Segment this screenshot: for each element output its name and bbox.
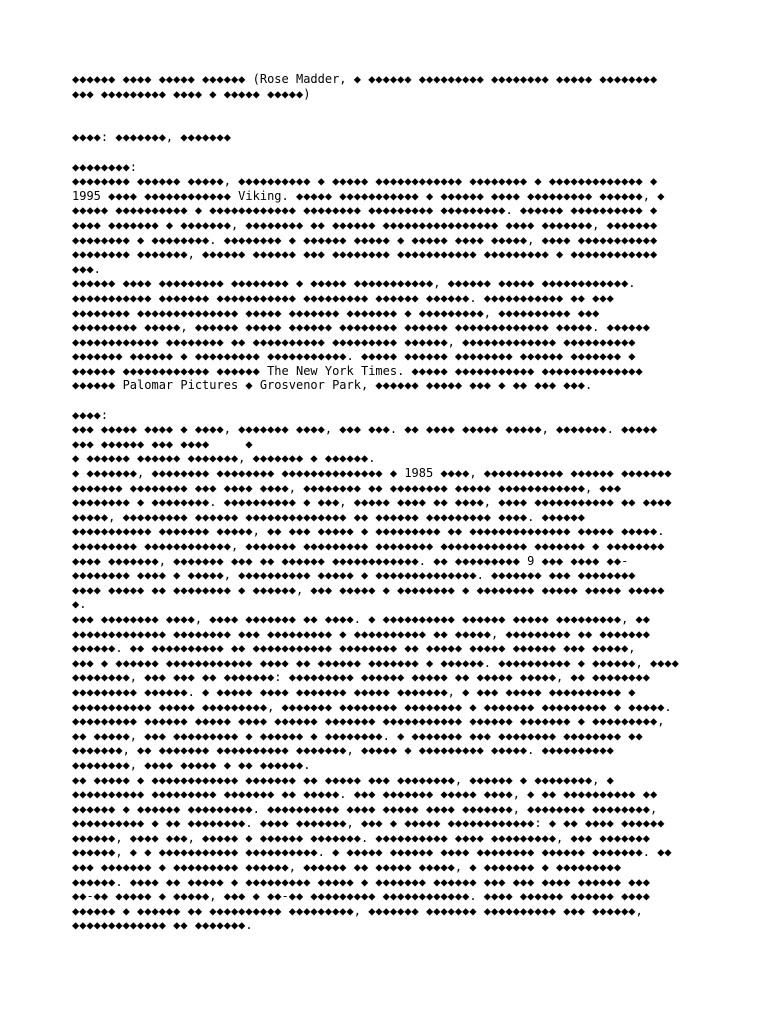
text-line: ◆◆◆◆◆◆ ◆◆◆◆ ◆◆◆◆◆◆◆◆◆ ◆◆◆◆◆◆◆◆ ◆ ◆◆◆◆◆ ◆◆◆◆◆◆◆◆◆◆◆, ◆◆◆◆◆◆ ◆◆◆◆◆ ◆◆◆◆◆◆◆◆◆◆◆◆. [72,276,636,291]
text-line: ◆◆◆ ◆◆◆◆◆◆◆ ◆ ◆◆◆◆◆◆◆◆◆ ◆◆◆◆◆◆, ◆◆◆◆◆◆ ◆◆ ◆◆◆◆◆ ◆◆◆◆◆, ◆ ◆◆◆◆◆◆◆ ◆ ◆◆◆◆◆◆◆◆◆ [72,860,622,875]
text-line: ◆◆◆◆◆◆, ◆◆◆◆ ◆◆◆, ◆◆◆◆◆ ◆ ◆◆◆◆◆◆ ◆◆◆◆◆◆◆. ◆◆◆◆◆◆◆◆◆◆ ◆◆◆◆ ◆◆◆◆◆◆◆◆◆, ◆◆◆ ◆◆◆◆◆◆◆ [72,830,650,845]
text-line: ◆◆◆◆◆◆◆◆◆ ◆◆◆◆◆◆◆◆◆◆◆◆, ◆◆◆◆◆◆◆ ◆◆◆◆◆◆◆◆◆ ◆◆◆◆◆◆◆◆ ◆◆◆◆◆◆◆◆◆◆◆◆ ◆◆◆◆◆◆◆ ◆ ◆◆◆◆◆◆◆◆ [72,539,665,553]
text-line: ◆◆◆◆◆◆◆ ◆◆◆◆◆◆◆◆ ◆◆◆ ◆◆◆◆ ◆◆◆◆, ◆◆◆◆◆◆◆◆ ◆◆ ◆◆◆◆◆◆◆◆ ◆◆◆◆◆ ◆◆◆◆◆◆◆◆◆◆◆◆, ◆◆◆ [72,480,622,495]
text-line: ◆◆◆◆◆◆◆◆ ◆◆◆◆◆◆◆, ◆◆◆◆◆◆ ◆◆◆◆◆◆ ◆◆◆ ◆◆◆◆◆◆◆◆ ◆◆◆◆◆◆◆◆◆◆◆ ◆◆◆◆◆◆◆◆◆ ◆ ◆◆◆◆◆◆◆◆◆◆◆◆ [72,247,658,262]
text-line: ◆◆◆◆◆◆◆◆◆◆◆ ◆◆◆◆◆◆◆ ◆◆◆◆◆, ◆◆ ◆◆◆ ◆◆◆◆◆ ◆ ◆◆◆◆◆◆◆◆◆ ◆◆ ◆◆◆◆◆◆◆◆◆◆◆◆◆◆ ◆◆◆◆◆ ◆◆◆◆◆. [72,524,665,539]
document-body [72,72,712,933]
text-line: ◆◆◆◆◆◆ ◆◆◆◆◆◆◆◆◆◆◆◆ ◆◆◆◆◆◆ The New York Times. ◆◆◆◆◆ ◆◆◆◆◆◆◆◆◆◆◆ ◆◆◆◆◆◆◆◆◆◆◆◆◆◆ [72,363,643,378]
text-line: ◆◆◆◆◆◆◆ ◆◆◆◆◆◆ ◆ ◆◆◆◆◆◆◆◆◆ ◆◆◆◆◆◆◆◆◆◆◆. ◆◆◆◆◆ ◆◆◆◆◆◆ ◆◆◆◆◆◆◆◆ ◆◆◆◆◆◆ ◆◆◆◆◆◆◆ ◆ [72,349,636,364]
text-line: ◆◆◆◆◆◆ Palomar Pictures ◆ Grosvenor Park, ◆◆◆◆◆◆ ◆◆◆◆◆ ◆◆◆ ◆ ◆◆ ◆◆◆ ◆◆◆. [72,378,593,393]
text-line: ◆◆◆. [72,261,101,276]
text-line: ◆◆◆◆◆◆◆◆◆◆◆ ◆◆◆◆◆◆◆ ◆◆◆◆◆◆◆◆◆◆◆ ◆◆◆◆◆◆◆◆◆ ◆◆◆◆◆◆ ◆◆◆◆◆◆. ◆◆◆◆◆◆◆◆◆◆◆ ◆◆ ◆◆◆ [72,290,614,305]
text-line: ◆◆◆◆◆◆◆◆ ◆◆◆◆◆◆◆◆◆◆◆◆◆◆ ◆◆◆◆◆ ◆◆◆◆◆◆◆ ◆◆◆◆◆◆◆ ◆ ◆◆◆◆◆◆◆◆◆, ◆◆◆◆◆◆◆◆◆◆ ◆◆◆ [72,305,600,320]
text-line: ◆◆◆ ◆◆◆◆◆◆◆◆◆ ◆◆◆◆ ◆ ◆◆◆◆◆ ◆◆◆◆◆) [72,86,311,101]
text-line: ◆◆◆◆ ◆◆◆◆◆ ◆◆ ◆◆◆◆◆◆◆◆ ◆ ◆◆◆◆◆◆, ◆◆◆ ◆◆◆◆◆ ◆ ◆◆◆◆◆◆◆◆ ◆ ◆◆◆◆◆◆◆◆ ◆◆◆◆◆ ◆◆◆◆◆ ◆◆◆◆◆ [72,582,665,597]
text-line: ◆. [72,597,87,612]
text-line: ◆◆◆◆◆◆◆◆, ◆◆◆◆ ◆◆◆◆◆ ◆ ◆◆ ◆◆◆◆◆◆. [72,757,311,772]
text-line: ◆◆-◆◆ ◆◆◆◆◆ ◆ ◆◆◆◆◆, ◆◆◆ ◆ ◆◆-◆◆ ◆◆◆◆◆◆◆◆◆ ◆◆◆◆◆◆◆◆◆◆◆◆. ◆◆◆◆ ◆◆◆◆◆◆ ◆◆◆◆◆◆ ◆◆◆◆ [72,889,650,904]
text-line: ◆◆◆◆◆◆◆◆◆◆ ◆◆◆◆◆◆◆◆◆ ◆◆◆◆◆◆◆ ◆◆ ◆◆◆◆◆. ◆◆◆ ◆◆◆◆◆◆◆ ◆◆◆◆◆ ◆◆◆◆, ◆ ◆◆ ◆◆◆◆◆◆◆◆◆◆ ◆◆ [72,787,658,802]
text-line [72,393,712,408]
text-line: ◆◆◆◆◆ ◆◆◆◆◆◆◆◆◆◆ ◆ ◆◆◆◆◆◆◆◆◆◆◆◆ ◆◆◆◆◆◆◆◆ ◆◆◆◆◆◆◆◆◆ ◆◆◆◆◆◆◆◆◆. ◆◆◆◆◆◆ ◆◆◆◆◆◆◆◆◆◆ ◆ [72,203,658,218]
text-line: ◆◆◆◆◆◆◆◆ ◆ ◆◆◆◆◆◆◆◆. ◆◆◆◆◆◆◆◆◆◆ ◆ ◆◆◆, ◆◆◆◆◆ ◆◆◆◆ ◆◆ ◆◆◆◆, ◆◆◆◆ ◆◆◆◆◆◆◆◆◆◆◆ ◆◆ ◆◆◆◆ [72,495,672,510]
text-line: ◆◆◆◆◆◆. ◆◆◆◆ ◆◆ ◆◆◆◆◆ ◆ ◆◆◆◆◆◆◆◆◆ ◆◆◆◆◆ ◆ ◆◆◆◆◆◆◆ ◆◆◆◆◆◆ ◆◆◆ ◆◆◆ ◆◆◆◆ ◆◆◆◆◆◆ ◆◆◆ [72,874,650,889]
text-line: 1995 ◆◆◆◆ ◆◆◆◆◆◆◆◆◆◆◆◆ Viking. ◆◆◆◆◆ ◆◆◆◆◆◆◆◆◆◆◆ ◆ ◆◆◆◆◆◆ ◆◆◆◆ ◆◆◆◆◆◆◆◆◆ ◆◆◆◆◆◆, ◆ [72,188,665,203]
text-line: ◆◆◆ ◆ ◆◆◆◆◆◆ ◆◆◆◆◆◆◆◆◆◆◆◆ ◆◆◆◆ ◆◆ ◆◆◆◆◆◆ ◆◆◆◆◆◆◆ ◆ ◆◆◆◆◆◆. ◆◆◆◆◆◆◆◆◆◆ ◆ ◆◆◆◆◆◆, ◆◆◆◆ [72,655,679,670]
text-line: ◆◆◆◆◆◆◆◆◆ ◆◆◆◆◆◆ ◆◆◆◆◆ ◆◆◆◆ ◆◆◆◆◆◆ ◆◆◆◆◆◆◆ ◆◆◆◆◆◆◆◆◆◆◆ ◆◆◆◆◆◆ ◆◆◆◆◆◆◆ ◆ ◆◆◆◆◆◆◆◆◆, [72,714,665,729]
text-line: ◆◆◆◆◆◆ ◆◆◆◆ ◆◆◆◆◆ ◆◆◆◆◆◆ (Rose Madder, ◆ ◆◆◆◆◆◆ ◆◆◆◆◆◆◆◆◆ ◆◆◆◆◆◆◆◆ ◆◆◆◆◆ ◆◆◆◆◆◆◆◆ [72,72,658,86]
text-line: ◆◆◆◆: [72,407,109,422]
text-line: ◆◆◆◆: ◆◆◆◆◆◆◆, ◆◆◆◆◆◆◆ [72,130,231,145]
text-line: ◆◆◆◆◆◆◆◆◆◆ ◆ ◆◆ ◆◆◆◆◆◆◆◆. ◆◆◆◆ ◆◆◆◆◆◆◆, ◆◆◆ ◆ ◆◆◆◆◆ ◆◆◆◆◆◆◆◆◆◆◆◆: ◆ ◆◆ ◆◆◆◆ ◆◆◆◆◆◆ [72,816,665,831]
text-line: ◆◆◆◆◆, ◆◆◆◆◆◆◆◆◆ ◆◆◆◆◆◆ ◆◆◆◆◆◆◆◆◆◆◆◆◆◆ ◆◆ ◆◆◆◆◆◆ ◆◆◆◆◆◆◆◆◆ ◆◆◆◆. ◆◆◆◆◆◆ [72,509,585,524]
text-line: ◆ ◆◆◆◆◆◆◆, ◆◆◆◆◆◆◆◆ ◆◆◆◆◆◆◆◆ ◆◆◆◆◆◆◆◆◆◆◆◆◆◆ ◆ 1985 ◆◆◆◆, ◆◆◆◆◆◆◆◆◆◆◆ ◆◆◆◆◆◆ ◆◆◆◆◆◆◆ [72,466,672,481]
text-line: ◆◆◆◆◆◆◆◆◆◆◆◆ ◆◆◆◆◆◆◆◆ ◆◆ ◆◆◆◆◆◆◆◆◆◆ ◆◆◆◆◆◆◆◆◆ ◆◆◆◆◆◆, ◆◆◆◆◆◆◆◆◆◆◆◆◆ ◆◆◆◆◆◆◆◆◆◆ [72,334,636,349]
text-line: ◆◆◆◆ ◆◆◆◆◆◆◆ ◆ ◆◆◆◆◆◆◆, ◆◆◆◆◆◆◆◆ ◆◆ ◆◆◆◆◆◆ ◆◆◆◆◆◆◆◆◆◆◆◆◆◆◆◆ ◆◆◆◆ ◆◆◆◆◆◆◆, ◆◆◆◆◆◆◆ [72,217,658,232]
text-line: ◆◆◆◆◆◆, ◆ ◆ ◆◆◆◆◆◆◆◆◆◆◆ ◆◆◆◆◆◆◆◆◆◆. ◆ ◆◆◆◆◆ ◆◆◆◆◆◆ ◆◆◆◆ ◆◆◆◆◆◆◆◆ ◆◆◆◆◆◆ ◆◆◆◆◆◆◆. ◆◆ [72,845,672,860]
text-line: ◆◆◆ ◆◆◆◆◆◆◆◆ ◆◆◆◆, ◆◆◆◆ ◆◆◆◆◆◆◆ ◆◆ ◆◆◆◆. ◆ ◆◆◆◆◆◆◆◆◆◆ ◆◆◆◆◆◆ ◆◆◆◆◆ ◆◆◆◆◆◆◆◆◆, ◆◆ [72,611,650,626]
text-line: ◆◆◆◆◆◆◆◆◆◆◆◆◆ ◆◆◆◆◆◆◆◆ ◆◆◆ ◆◆◆◆◆◆◆◆◆ ◆ ◆◆◆◆◆◆◆◆◆◆ ◆◆ ◆◆◆◆◆, ◆◆◆◆◆◆◆◆◆ ◆◆ ◆◆◆◆◆◆◆ [72,626,650,641]
text-line: ◆◆◆◆◆◆◆◆: [72,159,138,174]
text-line: ◆ ◆◆◆◆◆◆ ◆◆◆◆◆◆ ◆◆◆◆◆◆◆, ◆◆◆◆◆◆◆ ◆ ◆◆◆◆◆◆. [72,451,376,466]
text-line: ◆◆◆◆◆◆ ◆ ◆◆◆◆◆◆ ◆◆◆◆◆◆◆◆◆. ◆◆◆◆◆◆◆◆◆◆ ◆◆◆◆ ◆◆◆◆◆ ◆◆◆◆ ◆◆◆◆◆◆◆, ◆◆◆◆◆◆◆◆ ◆◆◆◆◆◆◆◆, [72,801,658,816]
text-line [72,101,712,116]
text-line: ◆◆◆ ◆◆◆◆◆ ◆◆◆◆ ◆ ◆◆◆◆, ◆◆◆◆◆◆◆ ◆◆◆◆, ◆◆◆ ◆◆◆. ◆◆ ◆◆◆◆ ◆◆◆◆◆ ◆◆◆◆◆, ◆◆◆◆◆◆◆. ◆◆◆◆◆ [72,422,658,437]
text-line: ◆◆ ◆◆◆◆◆ ◆ ◆◆◆◆◆◆◆◆◆◆◆◆ ◆◆◆◆◆◆◆ ◆◆ ◆◆◆◆◆ ◆◆◆ ◆◆◆◆◆◆◆◆, ◆◆◆◆◆◆ ◆ ◆◆◆◆◆◆◆◆, ◆ [72,772,614,787]
text-line: ◆◆◆◆◆◆◆◆◆◆◆◆◆ ◆◆ ◆◆◆◆◆◆◆. [72,918,253,933]
text-line: ◆◆◆◆ ◆◆◆◆◆◆◆, ◆◆◆◆◆◆◆ ◆◆◆ ◆◆ ◆◆◆◆◆◆ ◆◆◆◆◆◆◆◆◆◆◆◆. ◆◆ ◆◆◆◆◆◆◆◆◆ 9 ◆◆◆ ◆◆◆◆ ◆◆- [72,553,629,568]
text-line: ◆◆◆◆◆◆◆◆ ◆◆◆◆◆◆ ◆◆◆◆◆, ◆◆◆◆◆◆◆◆◆◆ ◆ ◆◆◆◆◆ ◆◆◆◆◆◆◆◆◆◆◆◆ ◆◆◆◆◆◆◆◆ ◆ ◆◆◆◆◆◆◆◆◆◆◆◆◆ ◆ [72,174,658,189]
text-line: ◆◆ ◆◆◆◆◆, ◆◆◆ ◆◆◆◆◆◆◆◆◆ ◆ ◆◆◆◆◆◆ ◆ ◆◆◆◆◆◆◆◆. ◆ ◆◆◆◆◆◆◆ ◆◆◆ ◆◆◆◆◆◆◆◆ ◆◆◆◆◆◆◆◆ ◆◆ [72,728,643,743]
text-line: ◆◆◆◆◆◆◆◆, ◆◆◆ ◆◆◆ ◆◆ ◆◆◆◆◆◆◆: ◆◆◆◆◆◆◆◆◆ ◆◆◆◆◆◆ ◆◆◆◆◆ ◆◆ ◆◆◆◆◆ ◆◆◆◆◆, ◆◆ ◆◆◆◆◆◆◆◆ [72,670,650,685]
text-line: ◆◆◆◆◆◆. ◆◆ ◆◆◆◆◆◆◆◆◆◆ ◆◆ ◆◆◆◆◆◆◆◆◆◆◆ ◆◆◆◆◆◆◆◆ ◆◆ ◆◆◆◆◆ ◆◆◆◆◆ ◆◆◆◆◆◆ ◆◆◆ ◆◆◆◆◆, [72,641,636,656]
text-line: ◆◆◆◆◆◆◆◆◆ ◆◆◆◆◆, ◆◆◆◆◆◆ ◆◆◆◆◆ ◆◆◆◆◆◆ ◆◆◆◆◆◆◆◆ ◆◆◆◆◆◆ ◆◆◆◆◆◆◆◆◆◆◆◆◆ ◆◆◆◆◆. ◆◆◆◆◆◆ [72,320,650,335]
text-line [72,116,712,131]
text-line: ◆◆◆◆◆◆◆◆ ◆ ◆◆◆◆◆◆◆◆. ◆◆◆◆◆◆◆◆ ◆ ◆◆◆◆◆◆ ◆◆◆◆◆ ◆ ◆◆◆◆◆ ◆◆◆◆ ◆◆◆◆◆, ◆◆◆◆ ◆◆◆◆◆◆◆◆◆◆◆ [72,232,658,247]
text-line: ◆◆◆◆◆◆◆◆◆◆◆ ◆◆◆◆◆ ◆◆◆◆◆◆◆◆◆, ◆◆◆◆◆◆◆ ◆◆◆◆◆◆◆◆ ◆◆◆◆◆◆◆◆ ◆ ◆◆◆◆◆◆◆ ◆◆◆◆◆◆◆◆◆ ◆ ◆◆◆◆◆. [72,699,672,714]
text-line: ◆◆◆◆◆◆◆◆◆ ◆◆◆◆◆◆. ◆ ◆◆◆◆◆ ◆◆◆◆ ◆◆◆◆◆◆◆ ◆◆◆◆◆ ◆◆◆◆◆◆◆, ◆ ◆◆◆ ◆◆◆◆◆ ◆◆◆◆◆◆◆◆◆◆ ◆ [72,684,636,699]
text-line: ◆◆◆ ◆◆◆◆◆◆ ◆◆◆ ◆◆◆◆ ◆ [72,436,253,451]
text-line: ◆◆◆◆◆◆ ◆ ◆◆◆◆◆◆ ◆◆ ◆◆◆◆◆◆◆◆◆◆ ◆◆◆◆◆◆◆◆◆, ◆◆◆◆◆◆◆ ◆◆◆◆◆◆◆ ◆◆◆◆◆◆◆◆◆◆ ◆◆◆ ◆◆◆◆◆◆, [72,903,643,918]
text-line [72,145,712,160]
text-line: ◆◆◆◆◆◆◆, ◆◆ ◆◆◆◆◆◆◆ ◆◆◆◆◆◆◆◆◆◆ ◆◆◆◆◆◆◆, ◆◆◆◆◆ ◆ ◆◆◆◆◆◆◆◆◆ ◆◆◆◆◆. ◆◆◆◆◆◆◆◆◆◆ [72,743,614,758]
text-line: ◆◆◆◆◆◆◆◆ ◆◆◆◆ ◆ ◆◆◆◆◆, ◆◆◆◆◆◆◆◆◆◆ ◆◆◆◆◆ ◆ ◆◆◆◆◆◆◆◆◆◆◆◆◆◆. ◆◆◆◆◆◆◆ ◆◆◆ ◆◆◆◆◆◆◆◆ [72,568,636,583]
